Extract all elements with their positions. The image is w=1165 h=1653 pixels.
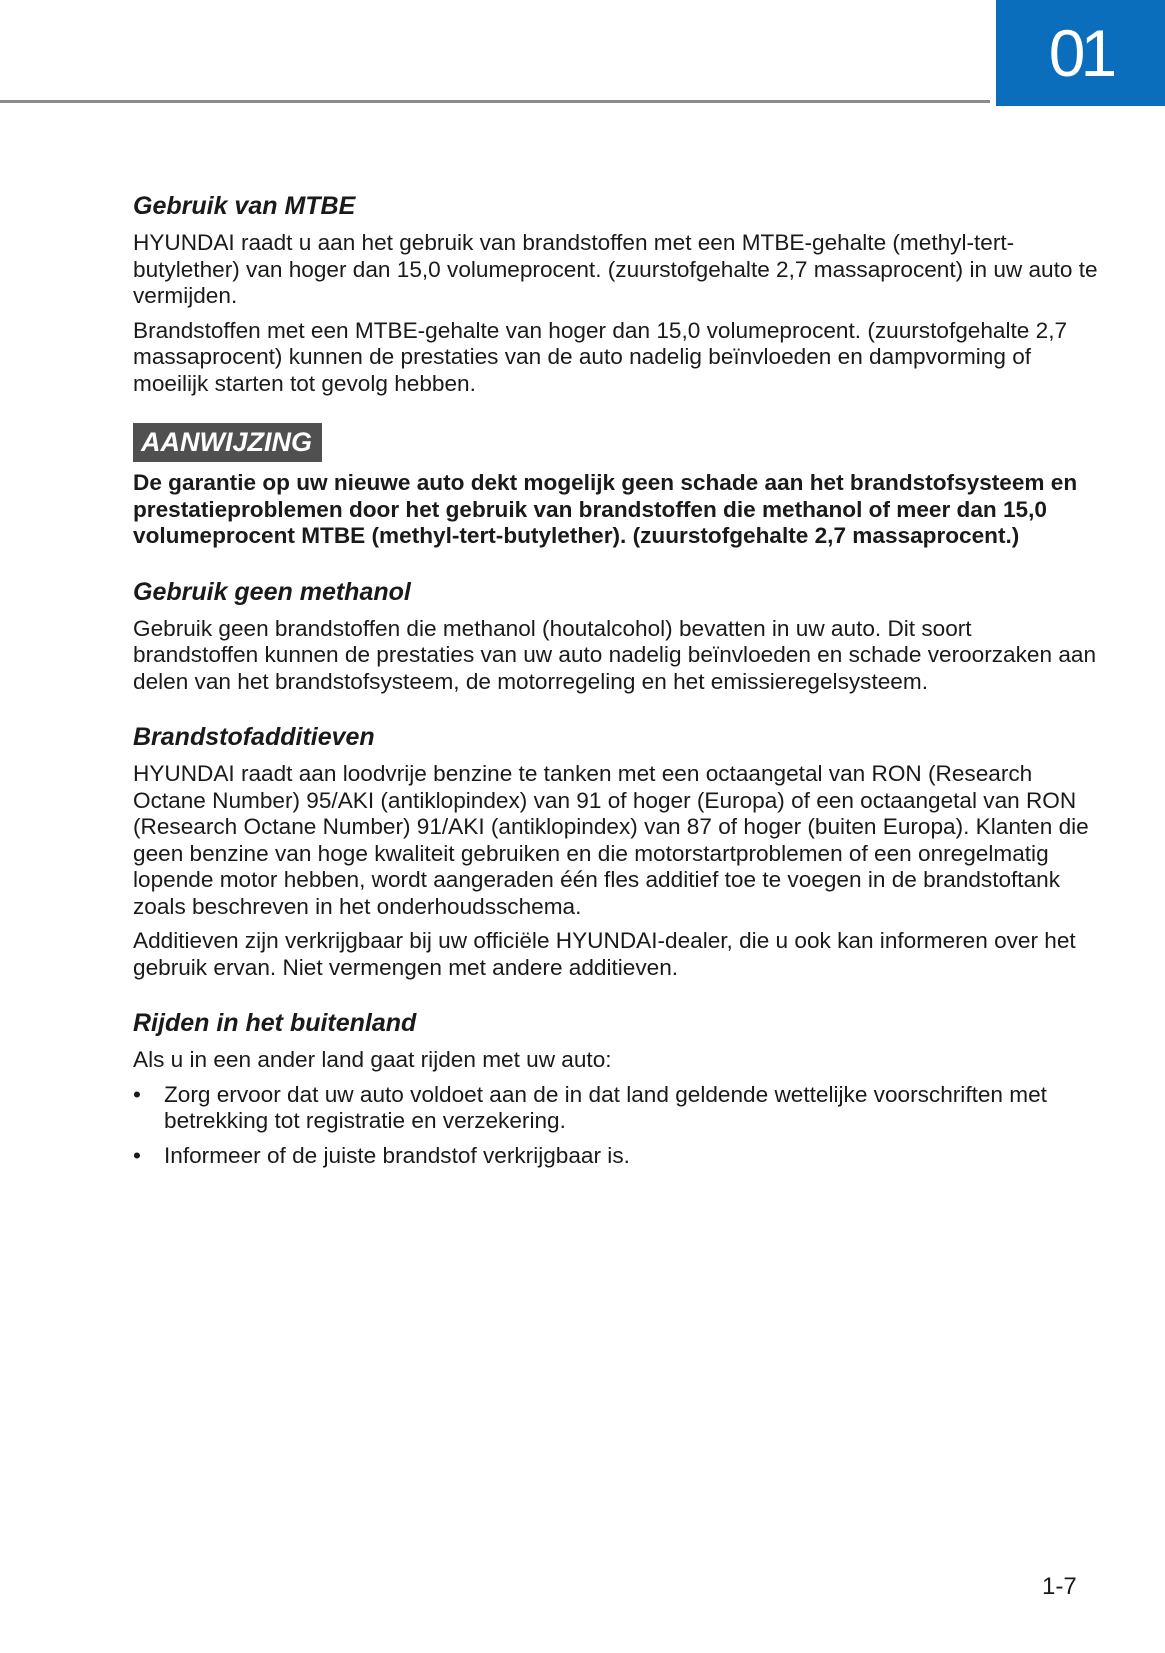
section-title-additives: Brandstofadditieven bbox=[133, 723, 375, 751]
paragraph: HYUNDAI raadt u aan het gebruik van brandstoffen met een MTBE-gehalte (methyl-tert-butylether) van hoger dan 15,0 volumeprocent. (zuurstofgehalte 2,7 massaprocent) in uw auto te vermijden. bbox=[133, 230, 1098, 308]
list-item bbox=[133, 1143, 1098, 1170]
note-badge: AANWIJZING bbox=[133, 423, 322, 462]
chapter-tab bbox=[996, 0, 1165, 106]
section-abroad bbox=[133, 1007, 1098, 1169]
list-item-text: Informeer of de juiste brandstof verkrijgbaar is. bbox=[164, 1142, 630, 1168]
page-number: 1-7 bbox=[1042, 1573, 1077, 1600]
paragraph: Gebruik geen brandstoffen die methanol (houtalcohol) bevatten in uw auto. Dit soort brandstoffen kunnen de prestaties van uw auto nadelig beïnvloeden en schade veroorzaken aan delen van het brandstofsysteem, de motorregeling en het emissieregelsysteem. bbox=[133, 615, 1097, 694]
section-title-mtbe: Gebruik van MTBE bbox=[133, 192, 356, 220]
paragraph: HYUNDAI raadt aan loodvrije benzine te tanken met een octaangetal van RON (Research Octane Number) 95/AKI (antiklopindex) van 91 of hoger (Europa) of een octaangetal van RON (Research Octane Number) 91/AKI (antiklopindex) van 87 of hoger (buiten Europa). Klanten die geen benzine van hoge kwaliteit gebruiken en die motorstartproblemen of een onregelmatig lopende motor hebben, wordt aangeraden één fles additief toe te voegen in de brandstoftank zoals beschreven in het onderhoudsschema. bbox=[133, 761, 1089, 919]
section-methanol bbox=[133, 576, 1098, 696]
section-mtbe bbox=[133, 190, 1098, 397]
section-title-abroad: Rijden in het buitenland bbox=[133, 1009, 417, 1037]
note-block bbox=[133, 423, 1098, 550]
paragraph: Brandstoffen met een MTBE-gehalte van hoger dan 15,0 volumeprocent. (zuurstofgehalte 2,7 massaprocent) kunnen de prestaties van de auto nadelig beïnvloeden en dampvorming of moeilijk starten tot gevolg hebben. bbox=[133, 317, 1068, 396]
chapter-number: 01 bbox=[1048, 16, 1113, 90]
section-title-methanol: Gebruik geen methanol bbox=[133, 577, 411, 606]
paragraph: Additieven zijn verkrijgbaar bij uw officiële HYUNDAI-dealer, die u ook kan informeren over het gebruik ervan. Niet vermengen met andere additieven. bbox=[133, 928, 1076, 980]
header-rule bbox=[0, 100, 990, 103]
bullet-list bbox=[133, 1082, 1098, 1170]
note-text: De garantie op uw nieuwe auto dekt mogelijk geen schade aan het brandstofsysteem en prestatieproblemen door het gebruik van brandstoffen die methanol of meer dan 15,0 volumeprocent MTBE (methyl-tert-butylether). (zuurstofgehalte 2,7 massaprocent.) bbox=[133, 470, 1078, 548]
bullet-icon: • bbox=[133, 1081, 141, 1107]
page-content bbox=[133, 190, 1098, 1195]
section-additives bbox=[133, 721, 1098, 981]
bullet-icon: • bbox=[133, 1142, 141, 1168]
list-item bbox=[133, 1082, 1098, 1135]
paragraph: Als u in een ander land gaat rijden met uw auto: bbox=[133, 1047, 612, 1072]
list-item-text: Zorg ervoor dat uw auto voldoet aan de in dat land geldende wettelijke voorschriften met betrekking tot registratie en verzekering. bbox=[164, 1081, 1047, 1133]
